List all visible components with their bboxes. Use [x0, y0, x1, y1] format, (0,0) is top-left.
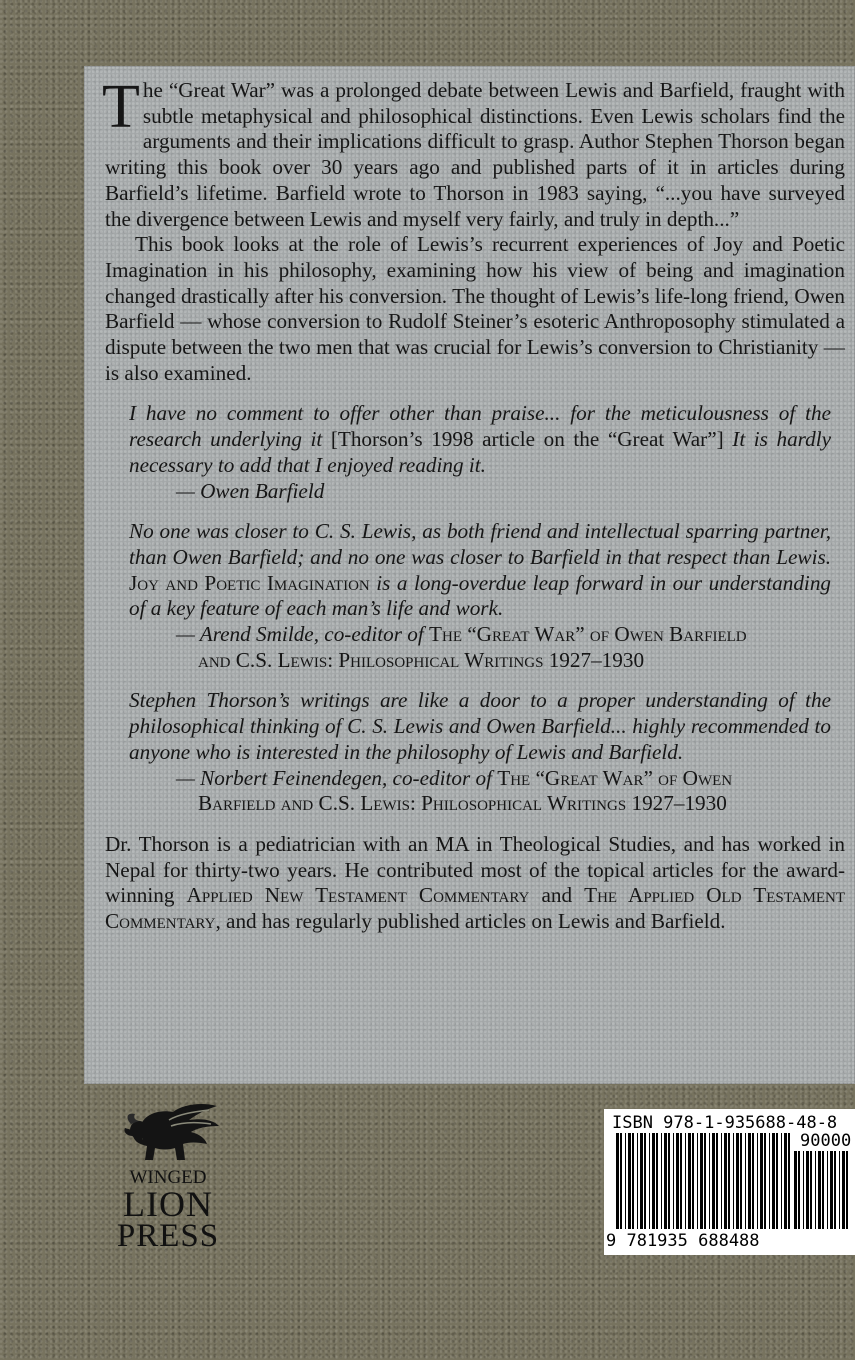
- attribution-smilde: — Arend Smilde, co-editor of The “Great War” of Owen Barfield and C.S. Lewis: Philosophical Writings 1927–1930: [176, 622, 747, 672]
- barcode-bar: [616, 1133, 619, 1229]
- barcode-bar: [815, 1151, 816, 1229]
- barcode-bar: [745, 1133, 746, 1229]
- barcode-bar: [676, 1133, 679, 1229]
- barcode-bar: [781, 1133, 782, 1229]
- barcode-bar: [818, 1151, 821, 1229]
- barcode-bar: [628, 1133, 631, 1229]
- barcode-bar: [827, 1151, 828, 1229]
- barcode-bar: [784, 1133, 787, 1229]
- barcode-bar: [692, 1133, 694, 1229]
- barcode-bar: [664, 1133, 667, 1229]
- barcode-bar: [748, 1133, 751, 1229]
- barcode-bar: [668, 1133, 670, 1229]
- barcode-bars: [616, 1133, 792, 1233]
- barcode-bar: [733, 1133, 734, 1229]
- barcode-bar: [757, 1133, 758, 1229]
- price-code: 90000: [800, 1131, 852, 1151]
- barcode-bar: [776, 1133, 778, 1229]
- barcode-bar: [830, 1151, 833, 1229]
- barcode-bar: [794, 1151, 797, 1229]
- barcode-bar: [798, 1151, 800, 1229]
- isbn-digits: 9 781935 688488: [606, 1231, 760, 1251]
- endorsement-feinendegen: Stephen Thorson’s writings are like a door to a proper understanding of the philosophical thinking of C. S. Lewis and Owen Barfield... highly recommended to anyone who is interested in the philosophy of Lewis and Barfield. — Norbert Feinendegen, co-editor of The “Great War” of Owen Barfield and C.S. Lewis: Philosophical Writings 1927–1930: [129, 688, 831, 816]
- addon-barcode-bars: [794, 1151, 852, 1231]
- endorsements: [129, 401, 831, 817]
- barcode-bar: [709, 1133, 710, 1229]
- publisher-name-line-3: PRESS: [116, 1218, 220, 1254]
- isbn-label: ISBN 978-1-935688-48-8: [612, 1113, 838, 1133]
- barcode-bar: [704, 1133, 706, 1229]
- barcode-bar: [680, 1133, 682, 1229]
- barcode-bar: [788, 1133, 790, 1229]
- barcode-bar: [760, 1133, 763, 1229]
- barcode-bar: [712, 1133, 715, 1229]
- isbn-barcode: [604, 1109, 855, 1255]
- publisher-name-line-1: WINGED: [129, 1167, 207, 1188]
- attribution-feinendegen: — Norbert Feinendegen, co-editor of The “Great War” of Owen Barfield and C.S. Lewis: Philosophical Writings 1927–1930: [176, 765, 733, 816]
- drop-cap: T: [102, 73, 140, 141]
- barcode-bar: [721, 1133, 722, 1229]
- winged-lion-icon: [113, 1100, 223, 1166]
- endorsement-barfield: I have no comment to offer other than praise... for the meticulousness of the research underlying it [Thorson’s 1998 article on the “Great War”] It is hardly necessary to add that I enjoyed reading it. — Owen Barfield: [129, 401, 832, 503]
- barcode-bar: [736, 1133, 739, 1229]
- publisher-logo: [98, 1100, 238, 1270]
- barcode-bar: [673, 1133, 674, 1229]
- barcode-bar: [632, 1133, 634, 1229]
- barcode-bar: [620, 1133, 622, 1229]
- barcode-bar: [806, 1151, 809, 1229]
- barcode-bar: [764, 1133, 766, 1229]
- barcode-bar: [772, 1133, 775, 1229]
- author-bio: Dr. Thorson is a pediatrician with an MA in Theological Studies, and has worked in Nepal for thirty-two years. He contributed most of the topical articles for the award-winning Applied New Testament Commentary and The Applied Old Testament Commentary, and has regularly published articles on Lewis and Barfield.: [105, 831, 845, 934]
- barcode-bar: [697, 1133, 698, 1229]
- barcode-bar: [716, 1133, 718, 1229]
- barcode-bar: [661, 1133, 662, 1229]
- barcode-bar: [810, 1151, 812, 1229]
- barcode-bar: [752, 1133, 754, 1229]
- barcode-bar: [740, 1133, 742, 1229]
- barcode-bar: [700, 1133, 703, 1229]
- barcode-bar: [803, 1151, 804, 1229]
- barcode-bar: [724, 1133, 727, 1229]
- description-paragraph-1: The “Great War” was a prolonged debate between Lewis and Barfield, fraught with subtle metaphysical and philosophical distinctions. Even Lewis scholars find the arguments and their implications difficult to grasp. Author Stephen Thorson began writing this book over 30 years ago and published parts of it in articles during Barfield’s lifetime. Barfield wrote to Thorson in 1983 saying, “...you have surveyed the divergence between Lewis and myself very fairly, and truly in depth...”: [102, 73, 845, 231]
- barcode-bar: [656, 1133, 658, 1229]
- barcode-bar: [685, 1133, 686, 1229]
- barcode-bar: [688, 1133, 691, 1229]
- barcode-bar: [728, 1133, 730, 1229]
- description-paragraph-2: This book looks at the role of Lewis’s recurrent experiences of Joy and Poetic Imagination in his philosophy, examining how his view of being and imagination changed drastically after his conversion. The thought of Lewis’s life-long friend, Owen Barfield — whose conversion to Rudolf Steiner’s esoteric Anthroposophy stimulated a dispute between the two men that was crucial for Lewis’s conversion to Christianity — is also examined.: [105, 232, 845, 385]
- back-cover-text-panel: [84, 66, 855, 1084]
- barcode-bar: [834, 1151, 836, 1229]
- barcode-bar: [640, 1133, 643, 1229]
- publisher-name-line-2: LION: [123, 1184, 213, 1224]
- attribution-barfield: — Owen Barfield: [176, 478, 325, 503]
- endorsement-smilde: No one was closer to C. S. Lewis, as both friend and intellectual sparring partner, than Owen Barfield; and no one was closer to Barfield in that respect than Lewis. Joy and Poetic Imagination is a long-overdue leap forward in our understanding of a key feature of each man’s life and work. — Arend Smilde, co-editor of The “Great War” of Owen Barfield and C.S. Lewis: Philosophical Writings 1927–1930: [129, 519, 832, 672]
- barcode-bar: [822, 1151, 824, 1229]
- barcode-bar: [637, 1133, 638, 1229]
- barcode-bar: [769, 1133, 770, 1229]
- barcode-bar: [846, 1151, 848, 1229]
- barcode-bar: [625, 1133, 626, 1229]
- barcode-bar: [652, 1133, 655, 1229]
- barcode-bar: [842, 1151, 845, 1229]
- barcode-bar: [649, 1133, 650, 1229]
- barcode-bar: [839, 1151, 840, 1229]
- barcode-bar: [644, 1133, 646, 1229]
